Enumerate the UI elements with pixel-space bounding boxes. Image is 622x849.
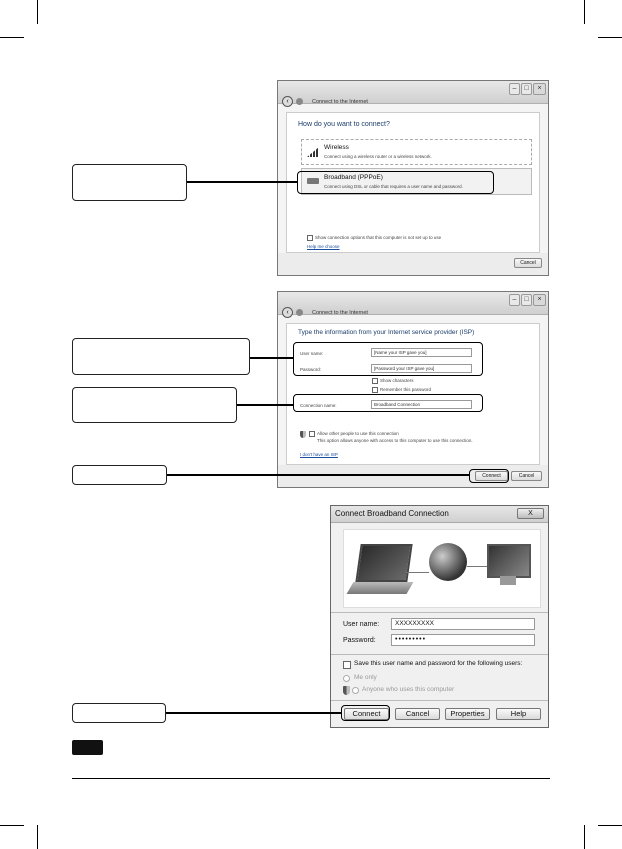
close-button[interactable]: ×	[533, 83, 546, 95]
window-title: Connect to the Internet	[312, 310, 368, 316]
me-only-radio[interactable]	[343, 675, 350, 682]
connect-button[interactable]: Connect	[475, 471, 508, 481]
option-desc: Connect using DSL or cable that requires a user name and password.	[324, 184, 463, 189]
connect-button-highlight	[469, 469, 509, 483]
allow-others-label: Allow other people to use this connection	[317, 431, 399, 436]
callout-box	[72, 164, 187, 201]
username-input[interactable]: XXXXXXXXX	[391, 618, 535, 630]
page-heading: How do you want to connect?	[298, 121, 390, 128]
callout-box	[72, 338, 250, 375]
crop-mark	[37, 825, 38, 849]
show-characters-checkbox[interactable]	[372, 378, 378, 384]
show-characters-label: Show characters	[380, 378, 414, 383]
connection-name-highlight	[293, 394, 483, 412]
save-credentials-checkbox[interactable]	[343, 661, 351, 669]
back-arrow-icon[interactable]: ‹	[282, 96, 293, 107]
credentials-highlight	[293, 342, 483, 376]
show-options-label: Show connection options that this computer is not set up to use	[315, 235, 442, 240]
me-only-label: Me only	[354, 674, 377, 681]
callout-line	[250, 357, 294, 359]
option-wireless[interactable]	[301, 139, 532, 165]
option-desc: Connect using a wireless router or a wireless network.	[324, 154, 432, 159]
minimize-button[interactable]: –	[509, 83, 520, 95]
note-marker	[72, 740, 103, 755]
laptop-base	[347, 582, 414, 594]
divider	[331, 612, 548, 613]
callout-line	[166, 712, 341, 714]
laptop-icon	[355, 544, 412, 582]
dialog-title: Connect Broadband Connection	[335, 509, 449, 518]
network-signal-icon	[307, 147, 319, 157]
anyone-label: Anyone who uses this computer	[362, 686, 455, 693]
divider	[331, 700, 548, 701]
connect-button-highlight	[341, 705, 390, 721]
allow-others-desc: This option allows anyone with access to this computer to use this connection.	[317, 438, 473, 443]
help-link[interactable]: Help me choose	[307, 244, 340, 249]
globe-icon	[429, 543, 467, 581]
monitor-stand	[500, 576, 516, 585]
callout-line	[167, 474, 470, 476]
option-title: Broadband (PPPoE)	[324, 174, 383, 181]
remember-password-label: Remember this password	[380, 387, 432, 392]
password-label: Password:	[343, 637, 376, 644]
back-arrow-icon[interactable]: ‹	[282, 307, 293, 318]
shield-icon	[343, 686, 350, 695]
shield-icon	[300, 431, 306, 438]
crop-mark	[584, 825, 585, 849]
callout-line	[187, 181, 298, 183]
monitor-icon	[487, 544, 531, 578]
show-options-checkbox[interactable]	[307, 235, 313, 241]
callout-box	[72, 387, 237, 423]
allow-others-checkbox[interactable]	[309, 431, 315, 437]
save-credentials-label: Save this user name and password for the following users:	[354, 660, 523, 667]
no-isp-link[interactable]: I don't have an ISP	[300, 452, 338, 457]
connect-broadband-dialog	[330, 505, 549, 728]
globe-icon	[296, 98, 303, 105]
crop-mark	[37, 0, 38, 24]
bottom-rule	[72, 778, 550, 779]
cable-line	[467, 566, 487, 567]
properties-button[interactable]: Properties	[445, 708, 490, 720]
cancel-button[interactable]: Cancel	[514, 258, 542, 268]
divider	[331, 654, 548, 655]
globe-icon	[296, 309, 303, 316]
maximize-button[interactable]: □	[521, 294, 532, 306]
password-input[interactable]: •••••••••	[391, 634, 535, 646]
crop-mark	[584, 0, 585, 24]
cancel-button[interactable]: Cancel	[395, 708, 440, 720]
remember-password-checkbox[interactable]	[372, 387, 378, 393]
option-title: Wireless	[324, 144, 349, 151]
password-input[interactable]: [Password your ISP gave you]	[371, 364, 472, 373]
username-label: User name:	[300, 351, 324, 356]
crop-mark	[0, 825, 24, 826]
password-label: Password:	[300, 367, 322, 372]
crop-mark	[0, 37, 24, 38]
crop-mark	[598, 825, 622, 826]
username-input[interactable]: [Name your ISP gave you]	[371, 348, 472, 357]
connect-internet-window-2	[277, 291, 549, 488]
connection-name-input[interactable]: Broadband Connection	[371, 400, 472, 409]
maximize-button[interactable]: □	[521, 83, 532, 95]
title-bar	[331, 506, 548, 523]
anyone-radio[interactable]	[352, 687, 359, 694]
window-title: Connect to the Internet	[312, 99, 368, 105]
window-footer	[278, 253, 548, 275]
callout-line	[237, 404, 294, 406]
close-button[interactable]: X	[517, 508, 544, 519]
close-button[interactable]: ×	[533, 294, 546, 306]
crop-mark	[598, 37, 622, 38]
connect-button[interactable]: Connect	[344, 708, 389, 720]
cable-line	[406, 572, 429, 573]
minimize-button[interactable]: –	[509, 294, 520, 306]
cancel-button[interactable]: Cancel	[511, 471, 542, 481]
help-button[interactable]: Help	[496, 708, 541, 720]
connection-illustration	[343, 529, 541, 608]
connection-name-label: Connection name:	[300, 403, 337, 408]
username-label: User name:	[343, 621, 380, 628]
page-heading: Type the information from your Internet service provider (ISP)	[298, 329, 475, 336]
callout-box	[72, 703, 166, 723]
broadband-highlight	[297, 171, 494, 194]
callout-box	[72, 465, 167, 485]
